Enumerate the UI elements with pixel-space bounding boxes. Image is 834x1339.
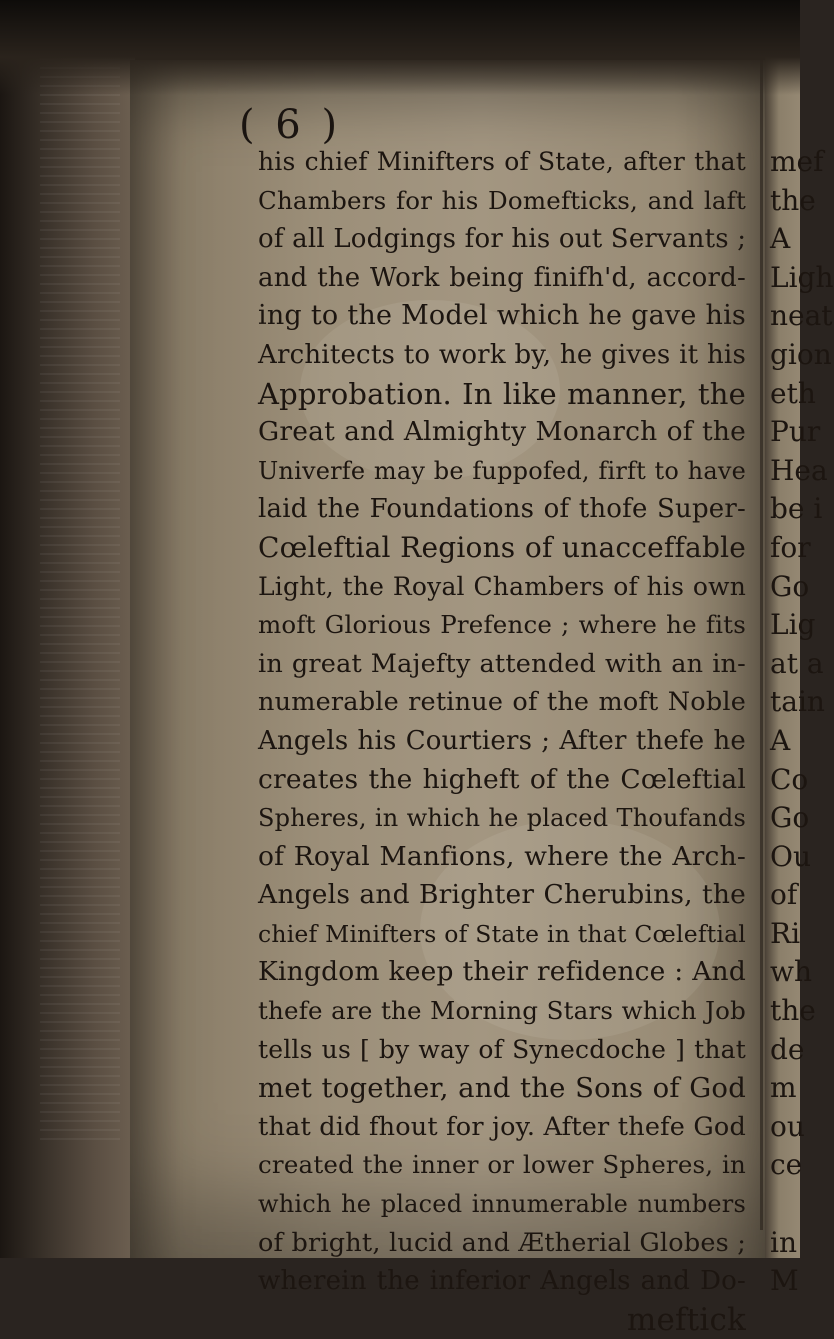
facing-page-fragment: ce — [770, 1148, 803, 1182]
text-line: wherein the inferior Angels and Do- — [258, 1266, 746, 1297]
facing-page-fragment: Ligh — [770, 260, 834, 294]
text-line: Great and Almighty Monarch of the — [258, 416, 746, 448]
facing-page-fragment: Hea — [770, 453, 828, 487]
facing-page-fragment: tain — [770, 685, 825, 719]
facing-page-fragment — [770, 1185, 800, 1224]
text-line: moft Glorious Prefence ; where he fits — [258, 610, 746, 640]
facing-page-fragment: Go — [770, 801, 810, 835]
facing-page-fragment: the — [770, 183, 816, 217]
facing-page-fragment: be i — [770, 492, 823, 526]
facing-page-fragment: the — [770, 994, 816, 1028]
text-line: of all Lodgings for his out Servants ; — [258, 224, 747, 255]
text-line: of bright, lucid and Ætherial Globes ; — [258, 1227, 747, 1258]
text-line: Light, the Royal Chambers of his own — [258, 571, 746, 601]
text-line: Architects to work by, he gives it his — [258, 339, 746, 370]
facing-page-fragment: eth — [770, 376, 816, 410]
binding-texture — [40, 40, 120, 1140]
text-line: ing to the Model which he gave his — [258, 300, 746, 332]
facing-page-fragment: m — [770, 1071, 797, 1105]
facing-page-fragment: de — [770, 1032, 805, 1066]
text-line: laid the Foundations of thofe Super- — [258, 494, 746, 525]
page-gutter — [760, 30, 763, 1230]
text-line: Spheres, in which he placed Thoufands — [258, 804, 746, 833]
facing-page-fragment: A — [770, 222, 791, 256]
facing-page-fragment: Co — [770, 762, 809, 796]
facing-page-fragment: gion — [770, 337, 832, 371]
text-line: created the inner or lower Spheres, in — [258, 1150, 746, 1180]
facing-page-fragment: Go — [770, 569, 810, 603]
facing-page-fragment: in — [770, 1225, 797, 1259]
facing-page-fragment: for — [770, 530, 811, 564]
text-line: met together, and the Sons of God — [258, 1072, 746, 1105]
facing-page-fragment: A — [770, 723, 791, 757]
top-shadow — [0, 0, 800, 95]
text-line: his chief Minifters of State, after that — [258, 147, 746, 176]
book-binding-shadow — [0, 0, 135, 1258]
facing-page-text — [770, 143, 834, 1301]
text-line: and the Work being finifh'd, accord- — [258, 262, 746, 293]
text-line: tells us [ by way of Synecdoche ] that — [258, 1034, 746, 1064]
text-line: Kingdom keep their refidence : And — [258, 956, 746, 988]
facing-page-fragment: of — [770, 878, 798, 912]
facing-page-fragment: mef — [770, 145, 824, 178]
facing-page-fragment: ou — [770, 1109, 805, 1143]
facing-page-fragment: wh — [770, 955, 812, 989]
text-line: Univerfe may be fuppofed, firft to have — [258, 456, 746, 485]
facing-page-fragment: Ou — [770, 839, 811, 873]
text-line: of Royal Manfions, where the Arch- — [258, 840, 746, 872]
text-line: that did fhout for joy. After thefe God — [258, 1111, 746, 1142]
facing-page-fragment: M — [770, 1264, 799, 1298]
text-line: Chambers for his Domefticks, and laft — [258, 185, 746, 215]
page-number: ( 6 ) — [238, 102, 342, 148]
text-line: in great Majefty attended with an in- — [258, 648, 746, 679]
facing-page-fragment: Lig — [770, 608, 816, 642]
text-line: thefe are the Morning Stars which Job — [258, 996, 746, 1026]
text-line: meftick — [626, 1301, 746, 1338]
facing-page-fragment: Pur — [770, 415, 821, 449]
text-line: creates the higheft of the Cœleftial — [258, 763, 746, 795]
text-line: which he placed innumerable numbers — [258, 1190, 746, 1219]
text-line: Angels and Brighter Cherubins, the — [258, 879, 746, 911]
facing-page-fragment: Ri — [770, 916, 801, 950]
page-text — [258, 143, 746, 1339]
text-line: chief Minifters of State in that Cœleftial — [258, 919, 746, 948]
facing-page-fragment: at a — [770, 646, 824, 680]
text-line: Approbation. In like manner, the — [258, 376, 746, 411]
text-line: Angels his Courtiers ; After thefe he — [258, 725, 746, 756]
text-line: numerable retinue of the moft Noble — [258, 687, 746, 718]
facing-page-fragment: neat — [770, 299, 833, 333]
text-line: Cœleftial Regions of unacceffable — [258, 530, 746, 564]
